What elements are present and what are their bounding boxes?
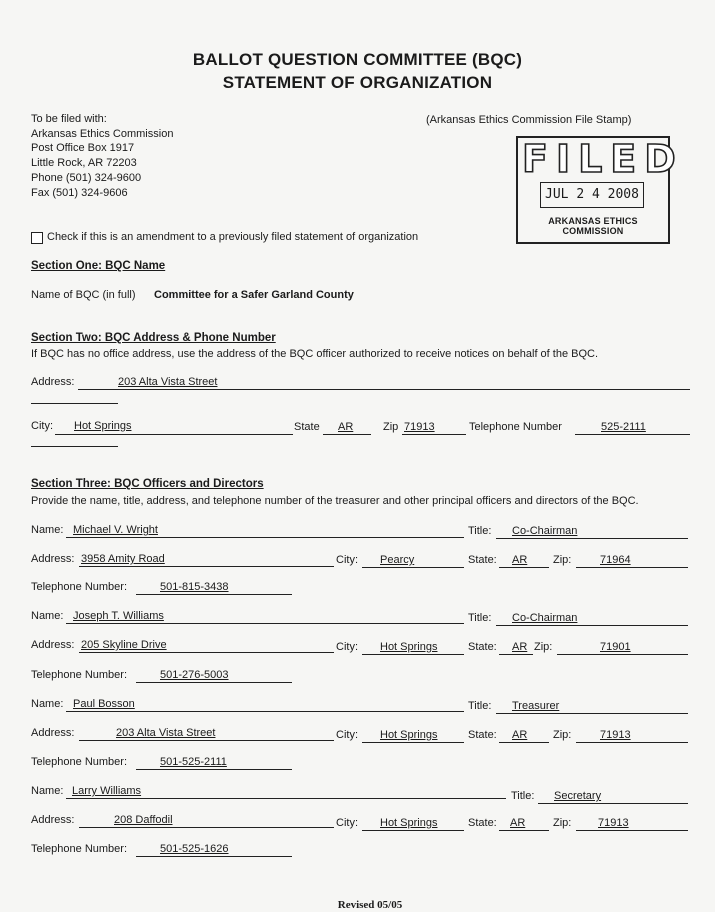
officer-4-city-label: City:: [336, 817, 358, 829]
amendment-label: Check if this is an amendment to a previously filed statement of organization: [47, 231, 419, 243]
officer-3-city[interactable]: Hot Springs: [380, 729, 438, 741]
bqc-city-label: City:: [31, 420, 53, 432]
officer-2-city-label: City:: [336, 641, 358, 653]
officer-4-name-line: [66, 798, 506, 799]
officer-1-name-label: Name:: [31, 524, 64, 536]
officer-4-phone[interactable]: 501-525-1626: [160, 843, 229, 855]
bqc-city-line: [55, 434, 293, 435]
officer-4-name[interactable]: Larry Williams: [72, 785, 142, 797]
officer-4-city-line: [362, 830, 464, 831]
officer-3-phone-label: Telephone Number:: [31, 756, 128, 768]
officer-1-zip-label: Zip:: [553, 554, 572, 566]
officer-1-title-label: Title:: [468, 525, 492, 537]
bqc-name-label: Name of BQC (in full): [31, 289, 136, 301]
officer-2-address-label: Address:: [31, 639, 75, 651]
bqc-state-label: State: [294, 421, 320, 433]
officer-3-address-label: Address:: [31, 727, 75, 739]
officer-2-zip[interactable]: 71901: [600, 641, 631, 653]
amendment-checkbox[interactable]: [31, 232, 43, 244]
officer-2-title-label: Title:: [468, 612, 492, 624]
officer-4-name-label: Name:: [31, 785, 64, 797]
officer-2-phone-line: [136, 682, 292, 683]
officer-4-title-line: [538, 803, 688, 804]
officer-3-title-label: Title:: [468, 700, 492, 712]
officer-2-name-label: Name:: [31, 610, 64, 622]
officer-1-phone-line: [136, 594, 292, 595]
officer-3-state-line: [499, 742, 549, 743]
officer-2-state[interactable]: AR: [512, 641, 528, 653]
officer-1-phone[interactable]: 501-815-3438: [160, 581, 229, 593]
officer-2-zip-label: Zip:: [534, 641, 553, 653]
officer-2-phone[interactable]: 501-276-5003: [160, 669, 229, 681]
officer-1-address[interactable]: 3958 Amity Road: [81, 553, 165, 565]
officer-4-state-label: State:: [468, 817, 497, 829]
officer-4-phone-line: [136, 856, 292, 857]
officer-2-city-line: [362, 654, 464, 655]
officer-1-state-line: [499, 567, 549, 568]
bqc-phone-value[interactable]: 525-2111: [601, 421, 646, 433]
officer-4-address-label: Address:: [31, 814, 75, 826]
form-subtitle: STATEMENT OF ORGANIZATION: [222, 73, 493, 92]
section-three-note: Provide the name, title, address, and telephone number of the treasurer and other principal officers and directors of the BQC.: [31, 495, 639, 507]
stamp-date: JUL 2 4 2008: [540, 182, 644, 208]
officer-1-state-label: State:: [468, 554, 497, 566]
officer-2-name-line: [66, 623, 464, 624]
officer-2-city[interactable]: Hot Springs: [380, 641, 438, 653]
file-stamp: [516, 136, 684, 244]
filing-city: Little Rock, AR 72203: [31, 157, 137, 169]
officer-3-phone[interactable]: 501-525-2111: [160, 756, 227, 768]
officer-2-state-line: [499, 654, 533, 655]
officer-1-address-line: [79, 566, 334, 567]
stamp-caption: (Arkansas Ethics Commission File Stamp): [426, 114, 632, 126]
officer-3-zip-line: [576, 742, 688, 743]
officer-2-zip-line: [557, 654, 688, 655]
officer-3-name-label: Name:: [31, 698, 64, 710]
officer-3-address[interactable]: 203 Alta Vista Street: [116, 727, 216, 739]
officer-3-zip[interactable]: 71913: [600, 729, 631, 741]
officer-1-title[interactable]: Co-Chairman: [512, 525, 578, 537]
bqc-zip-value[interactable]: 71913: [404, 421, 435, 433]
officer-2-title-line: [496, 625, 688, 626]
officer-4-zip[interactable]: 71913: [598, 817, 629, 829]
officer-3-city-line: [362, 742, 464, 743]
officer-3-title-line: [496, 713, 688, 714]
form-title: BALLOT QUESTION COMMITTEE (BQC): [192, 50, 523, 69]
bqc-address-line2: [31, 403, 118, 404]
officer-1-city-line: [362, 567, 464, 568]
officer-1-city[interactable]: Pearcy: [380, 554, 415, 566]
officer-3-state-label: State:: [468, 729, 497, 741]
stamp-filed-text: FILED: [522, 137, 684, 181]
filing-fax: Fax (501) 324-9606: [31, 187, 128, 199]
officer-1-name-line: [66, 537, 464, 538]
bqc-zip-label: Zip: [383, 421, 399, 433]
filing-label: To be filed with:: [31, 113, 107, 125]
officer-2-phone-label: Telephone Number:: [31, 669, 128, 681]
officer-4-city[interactable]: Hot Springs: [380, 817, 438, 829]
officer-4-phone-label: Telephone Number:: [31, 843, 128, 855]
officer-1-city-label: City:: [336, 554, 358, 566]
stamp-footer: ARKANSAS ETHICS COMMISSION: [548, 216, 638, 236]
officer-1-title-line: [496, 538, 688, 539]
officer-3-phone-line: [136, 769, 292, 770]
officer-4-state[interactable]: AR: [510, 817, 526, 829]
officer-4-address-line: [79, 827, 334, 828]
bqc-phone-line: [575, 434, 690, 435]
filing-org: Arkansas Ethics Commission: [31, 128, 174, 140]
bqc-city-value[interactable]: Hot Springs: [74, 420, 132, 432]
officer-1-address-label: Address:: [31, 553, 75, 565]
bqc-zip-line: [402, 434, 466, 435]
bqc-address-value[interactable]: 203 Alta Vista Street: [118, 376, 218, 388]
officer-4-zip-line: [576, 830, 688, 831]
bqc-state-line: [323, 434, 371, 435]
officer-1-state[interactable]: AR: [512, 554, 528, 566]
officer-3-state[interactable]: AR: [512, 729, 528, 741]
officer-2-title[interactable]: Co-Chairman: [512, 612, 578, 624]
officer-3-name[interactable]: Paul Bosson: [73, 698, 135, 710]
section-one-heading: Section One: BQC Name: [31, 260, 166, 272]
officer-4-state-line: [499, 830, 549, 831]
bqc-state-value[interactable]: AR: [338, 421, 354, 433]
officer-2-address-line: [79, 652, 334, 653]
bqc-city-line2: [31, 446, 118, 447]
bqc-address-label: Address:: [31, 376, 75, 388]
filing-phone: Phone (501) 324-9600: [31, 172, 142, 184]
bqc-address-line: [78, 389, 690, 390]
filing-box: Post Office Box 1917: [31, 142, 135, 154]
officer-1-name[interactable]: Michael V. Wright: [73, 524, 158, 536]
section-two-heading: Section Two: BQC Address & Phone Number: [31, 332, 276, 344]
officer-3-title[interactable]: Treasurer: [512, 700, 560, 712]
officer-1-zip[interactable]: 71964: [600, 554, 631, 566]
officer-4-title-label: Title:: [511, 790, 535, 802]
officer-3-city-label: City:: [336, 729, 358, 741]
section-three-heading: Section Three: BQC Officers and Directors: [31, 478, 264, 490]
officer-3-address-line: [79, 740, 334, 741]
officer-4-zip-label: Zip:: [553, 817, 572, 829]
bqc-name-value: Committee for a Safer Garland County: [154, 289, 354, 301]
officer-4-title[interactable]: Secretary: [554, 790, 602, 802]
officer-1-phone-label: Telephone Number:: [31, 581, 128, 593]
officer-2-name[interactable]: Joseph T. Williams: [73, 610, 164, 622]
bqc-phone-label: Telephone Number: [469, 421, 562, 433]
officer-1-zip-line: [576, 567, 688, 568]
revised-footer: Revised 05/05: [337, 899, 403, 911]
officer-4-address[interactable]: 208 Daffodil: [114, 814, 173, 826]
officer-2-address[interactable]: 205 Skyline Drive: [81, 639, 167, 651]
officer-3-name-line: [66, 711, 464, 712]
section-two-note: If BQC has no office address, use the address of the BQC officer authorized to receive notices on behalf of the BQC.: [31, 348, 599, 360]
officer-2-state-label: State:: [468, 641, 497, 653]
officer-3-zip-label: Zip:: [553, 729, 572, 741]
